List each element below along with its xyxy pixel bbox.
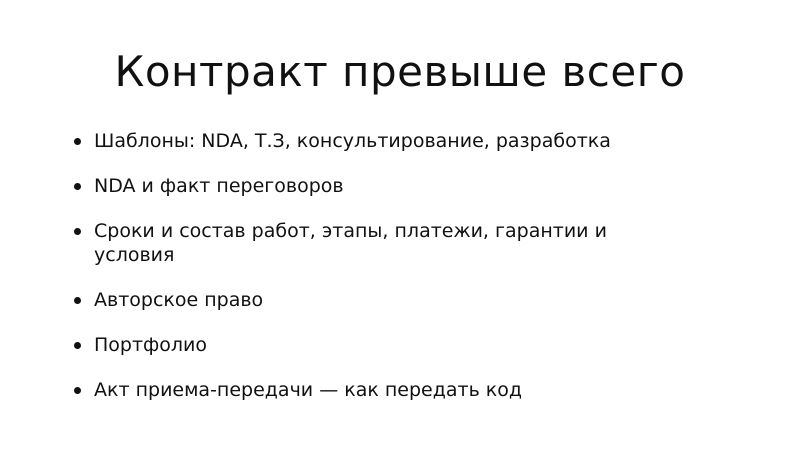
slide-title: Контракт превыше всего	[114, 47, 686, 96]
bullet-icon	[74, 228, 81, 235]
list-item	[72, 378, 692, 402]
bullet-icon	[74, 183, 81, 190]
bullet-list	[72, 129, 692, 423]
bullet-icon	[74, 342, 81, 349]
bullet-icon	[74, 297, 81, 304]
bullet-text: Акт приема-передачи — как передать код	[94, 379, 523, 401]
bullet-text: NDA и факт переговоров	[94, 175, 344, 197]
list-item	[72, 333, 692, 357]
bullet-text: Шаблоны: NDA, Т.З, консультирование, разработка	[94, 130, 611, 152]
bullet-text: Портфолио	[94, 334, 208, 356]
list-item	[72, 288, 692, 312]
list-item	[72, 219, 692, 267]
bullet-icon	[74, 387, 81, 394]
list-item	[72, 129, 692, 153]
list-item	[72, 174, 692, 198]
bullet-text: Авторское право	[94, 289, 264, 311]
bullet-text: Сроки и состав работ, этапы, платежи, гарантии и условия	[94, 220, 607, 266]
bullet-icon	[74, 138, 81, 145]
